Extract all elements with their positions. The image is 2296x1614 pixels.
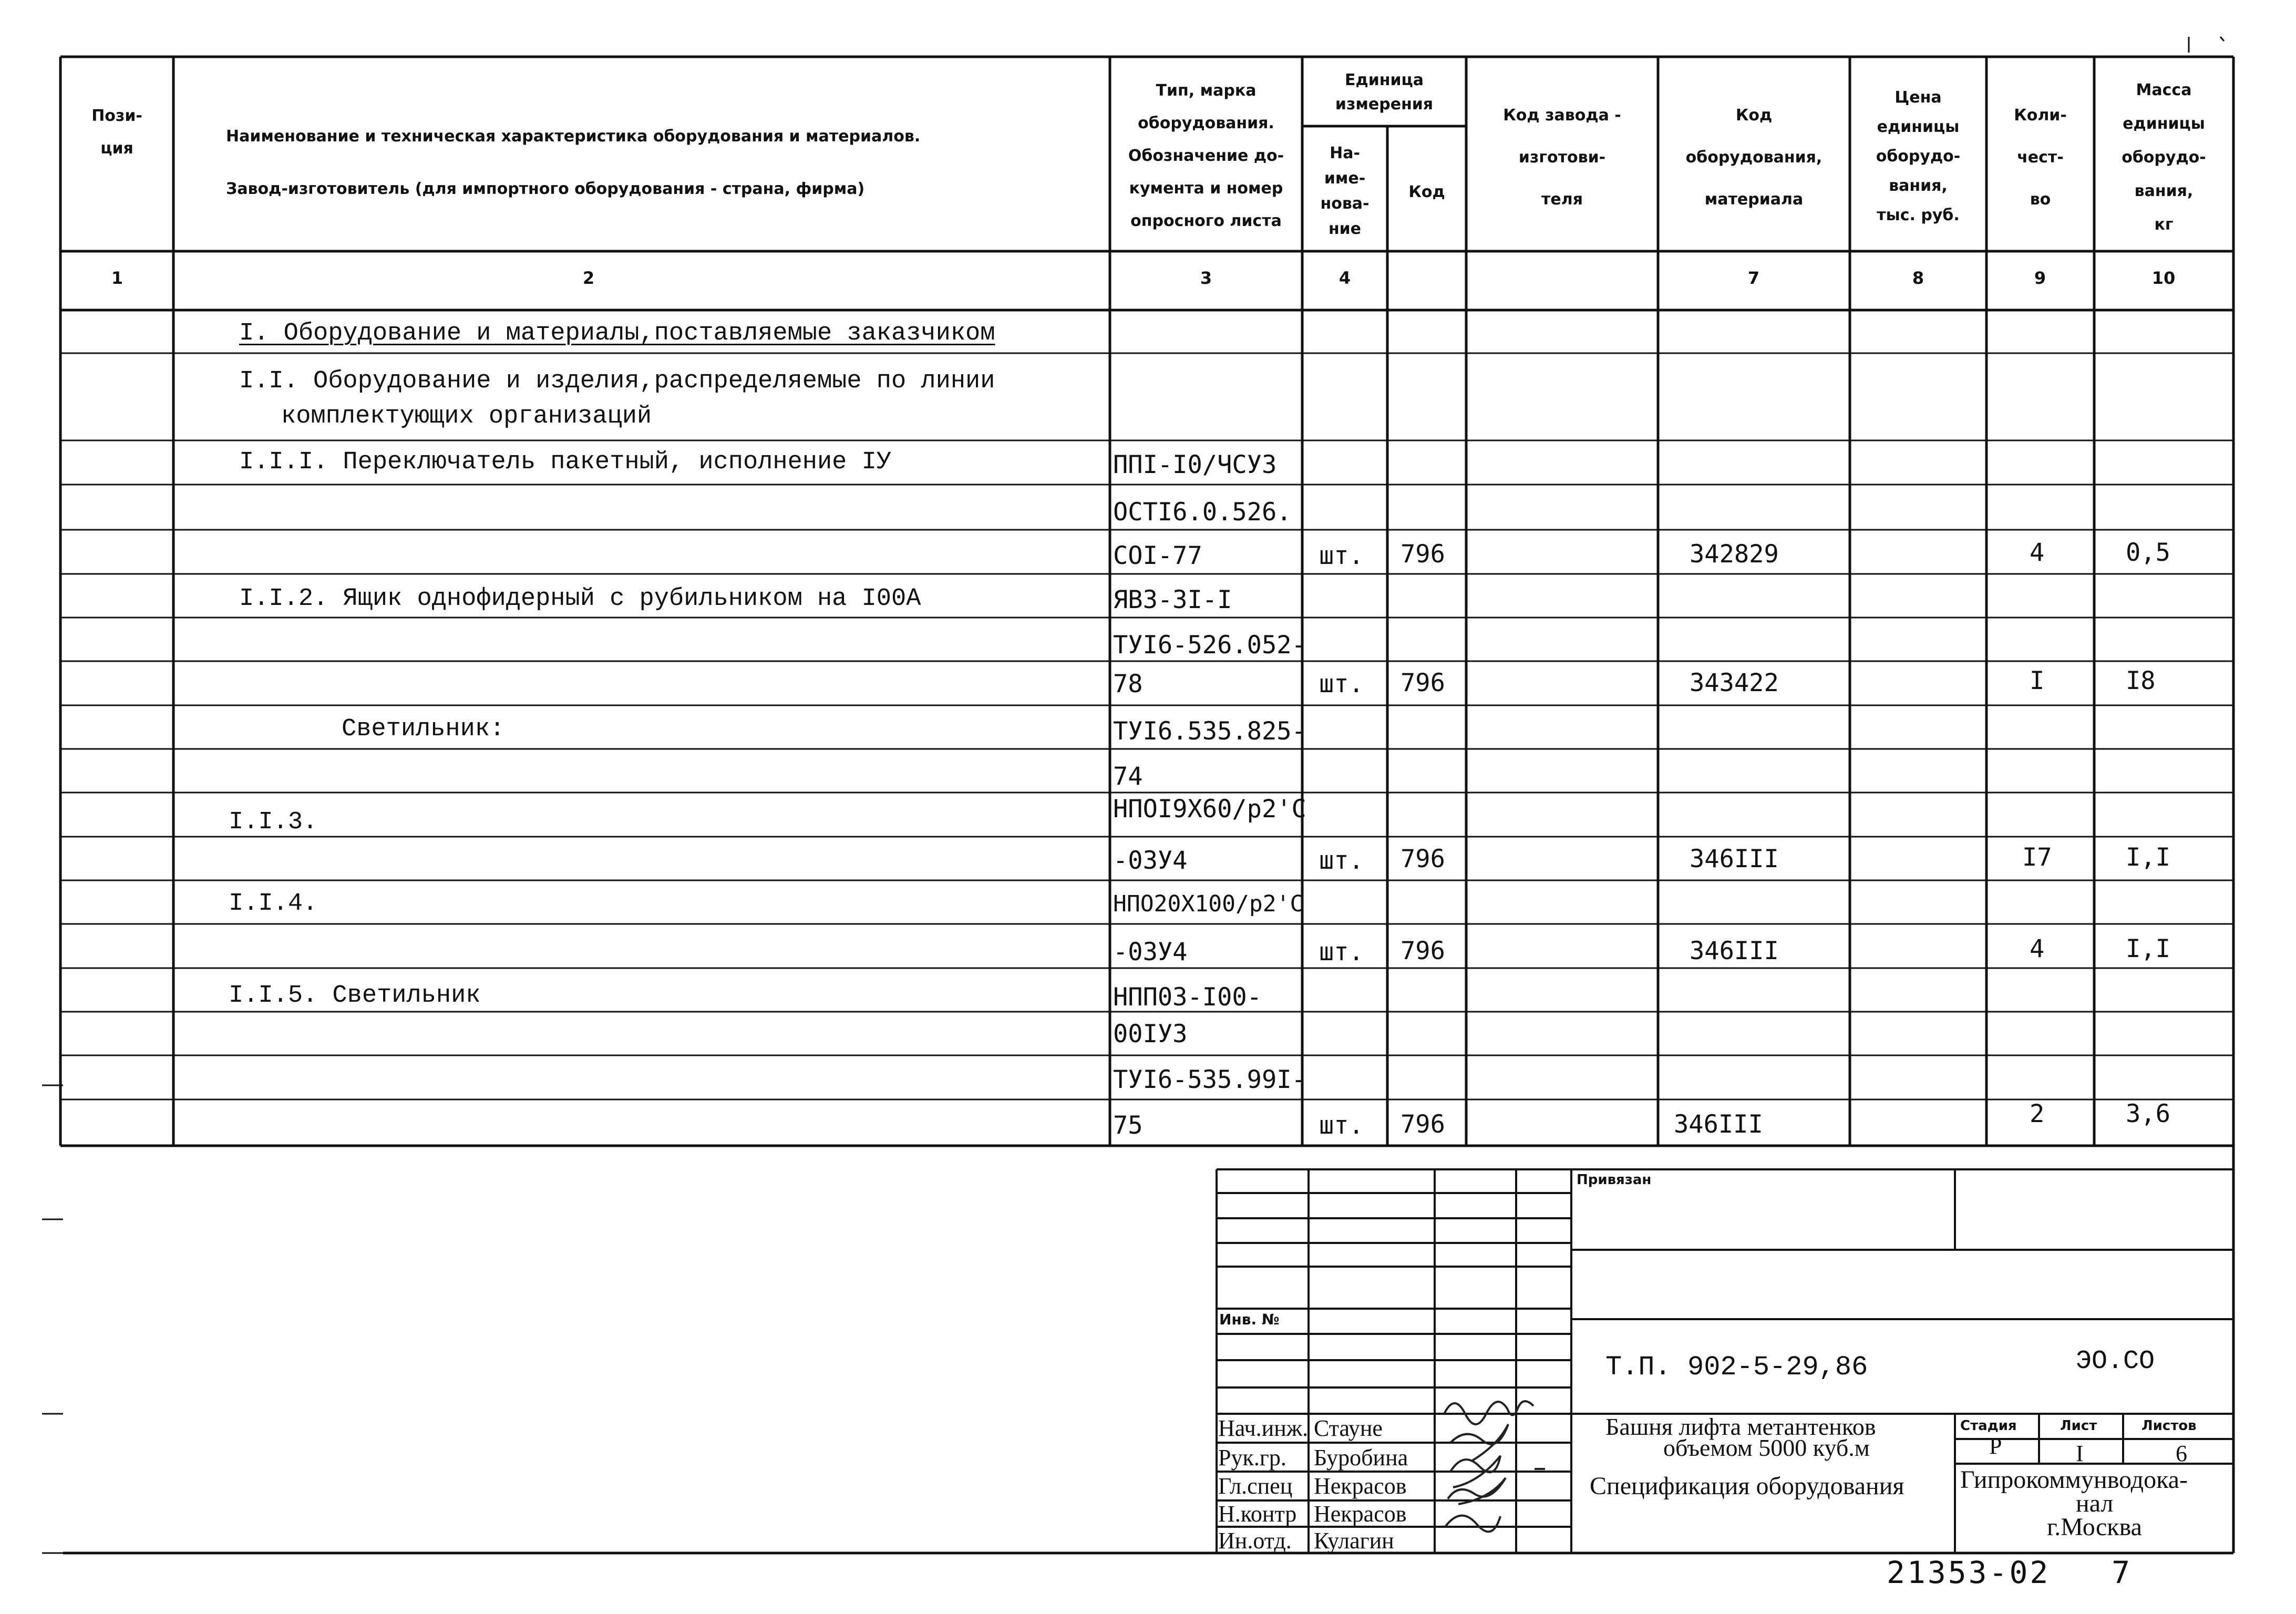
row-name: I.I. Оборудование и изделия,распределяемые по линии xyxy=(239,367,995,395)
colnum-3: 3 xyxy=(1200,268,1212,288)
sheets-value: 6 xyxy=(2176,1441,2187,1466)
row-type: ТУI6-535.99I- xyxy=(1113,1065,1306,1094)
header-price: Цена единицы оборудо- вания, тыс. руб. xyxy=(1876,88,1961,224)
row-type: 00IУ3 xyxy=(1113,1020,1188,1048)
row-unit: шт. xyxy=(1319,1111,1364,1140)
row-qty: 4 xyxy=(2030,934,2045,963)
stage-label: Стадия xyxy=(1960,1418,2017,1434)
staff-role: Ин.отд. xyxy=(1218,1528,1292,1554)
row-equip-code: 343422 xyxy=(1690,669,1779,697)
colnum-2: 2 xyxy=(582,268,595,288)
row-qty: I7 xyxy=(2022,843,2052,872)
staff-role: Нач.инж. xyxy=(1218,1415,1309,1441)
row-mass: I8 xyxy=(2126,666,2156,695)
signature-scribbles xyxy=(1444,1401,1545,1531)
staff-role: Гл.спец xyxy=(1218,1473,1293,1499)
row-qty: 4 xyxy=(2030,538,2045,567)
stage-value: Р xyxy=(1989,1433,2002,1459)
sheet-code: ЭО.СО xyxy=(2076,1346,2155,1376)
colnum-4: 4 xyxy=(1339,268,1351,288)
row-type: 74 xyxy=(1113,762,1143,791)
doc-title: Спецификация оборудования xyxy=(1590,1472,1904,1500)
header-unit-name: На- име- нова- ние xyxy=(1320,144,1370,238)
row-type: ОСТI6.0.526. xyxy=(1113,498,1292,527)
sheet-value: I xyxy=(2076,1441,2084,1466)
row-unit-code: 796 xyxy=(1401,845,1445,873)
staff-name: Некрасов xyxy=(1314,1501,1407,1527)
colnum-1: 1 xyxy=(111,268,123,288)
row-equip-code: 346III xyxy=(1690,937,1779,965)
row-type: ТУI6.535.825- xyxy=(1113,717,1306,746)
row-unit: шт. xyxy=(1319,541,1364,570)
staff-role: Рук.гр. xyxy=(1218,1445,1286,1471)
row-type: НПОI9Х60/р2'С xyxy=(1113,795,1306,824)
staff-role: Н.контр xyxy=(1218,1501,1297,1527)
staff-name: Стауне xyxy=(1314,1415,1383,1441)
row-type: -03У4 xyxy=(1113,846,1188,875)
archive-stamp: 21353-02 7 xyxy=(1887,1555,2133,1590)
org-line3: г.Москва xyxy=(2047,1513,2142,1541)
colnum-9: 9 xyxy=(2034,268,2046,288)
header-position: Пози- ция xyxy=(91,107,142,158)
row-mass: 3,6 xyxy=(2126,1099,2170,1128)
row-unit-code: 796 xyxy=(1401,540,1445,569)
row-unit: шт. xyxy=(1319,846,1364,875)
row-type: ЯВЗ-3I-I xyxy=(1113,585,1232,614)
row-name: комплектующих организаций xyxy=(281,403,652,430)
header-mass: Масса единицы оборудо- вания, кг xyxy=(2122,81,2206,234)
colnum-10: 10 xyxy=(2151,268,2176,288)
row-name: Светильник: xyxy=(342,715,505,743)
row-unit: шт. xyxy=(1319,670,1364,698)
header-quantity: Коли- чест- во xyxy=(2014,106,2067,209)
row-qty: I xyxy=(2030,666,2045,695)
row-mass: 0,5 xyxy=(2126,538,2170,567)
row-mass: I,I xyxy=(2126,843,2170,872)
header-unit-group: Единица измерения xyxy=(1335,71,1434,114)
doc-number: Т.П. 902-5-29,86 xyxy=(1605,1352,1868,1383)
staff-name: Буробина xyxy=(1314,1445,1408,1471)
row-name: I.I.2. Ящик однофидерный с рубильником на I00А xyxy=(239,585,921,613)
row-name: I.I.5. Светильник xyxy=(229,982,481,1010)
sheet-label: Лист xyxy=(2060,1418,2097,1434)
row-equip-code: 346III xyxy=(1674,1110,1763,1139)
row-type: -03У4 xyxy=(1113,938,1188,967)
row-type: НПП03-I00- xyxy=(1113,983,1262,1012)
object-title-line1: Башня лифта метантенков xyxy=(1605,1413,1876,1440)
row-type: ТУI6-526.052- xyxy=(1113,631,1306,660)
header-equip-code: Код оборудования, материала xyxy=(1685,106,1823,209)
colnum-7: 7 xyxy=(1747,268,1760,288)
org-line1: Гипрокоммунводока- xyxy=(1960,1466,2188,1494)
header-unit-code: Код xyxy=(1408,183,1445,201)
row-unit-code: 796 xyxy=(1401,1110,1445,1139)
row-name: I. Оборудование и материалы,поставляемые заказчиком xyxy=(239,320,995,347)
row-unit-code: 796 xyxy=(1401,937,1445,965)
row-type: НПО20Х100/р2'С xyxy=(1113,891,1304,917)
header-type: Тип, марка оборудования. Обозначение до- кумента и номер опросного листа xyxy=(1128,81,1284,230)
row-name: I.I.I. Переключатель пакетный, исполнение IУ xyxy=(239,448,892,476)
row-equip-code: 346III xyxy=(1690,845,1779,873)
colnum-8: 8 xyxy=(1912,268,1924,288)
header-name: Наименование и техническая характеристика оборудования и материалов. Завод-изготовитель (для импортного оборудования - страна, фирма) xyxy=(226,127,921,198)
row-type: ППI-I0/ЧСУ3 xyxy=(1113,450,1277,479)
staff-name: Кулагин xyxy=(1314,1528,1394,1554)
row-mass: I,I xyxy=(2126,934,2170,963)
sheets-label: Листов xyxy=(2141,1418,2197,1434)
row-name: I.I.3. xyxy=(229,808,318,836)
privyazan-label: Привязан xyxy=(1577,1172,1652,1188)
row-unit-code: 796 xyxy=(1401,669,1445,697)
header-plant-code: Код завода - изготови- теля xyxy=(1503,106,1621,209)
row-type: 78 xyxy=(1113,670,1143,698)
row-equip-code: 342829 xyxy=(1690,540,1779,569)
row-qty: 2 xyxy=(2030,1099,2045,1128)
staff-name: Некрасов xyxy=(1314,1473,1407,1499)
row-type: СОI-77 xyxy=(1113,541,1202,570)
org-line2: нал xyxy=(2076,1489,2114,1517)
row-type: 75 xyxy=(1113,1111,1143,1140)
object-title-line2: объемом 5000 куб.м xyxy=(1663,1434,1870,1461)
inv-number-label: Инв. № xyxy=(1219,1311,1280,1328)
row-unit: шт. xyxy=(1319,938,1364,967)
row-name: I.I.4. xyxy=(229,890,318,918)
